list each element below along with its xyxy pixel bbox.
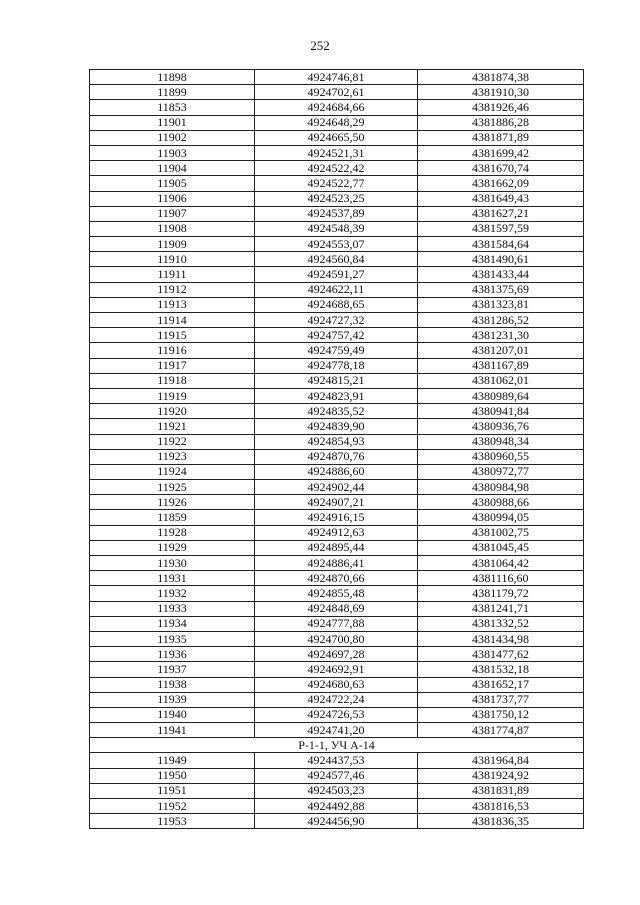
x-coordinate-cell: 4924886,60 xyxy=(255,464,418,479)
table-row xyxy=(90,540,584,555)
x-coordinate-cell: 4924727,32 xyxy=(255,313,418,328)
point-number-cell: 11935 xyxy=(90,631,255,646)
x-coordinate-cell: 4924522,77 xyxy=(255,176,418,191)
table-row xyxy=(90,692,584,707)
x-coordinate-cell: 4924722,24 xyxy=(255,692,418,707)
table-row xyxy=(90,525,584,540)
y-coordinate-cell: 4381652,17 xyxy=(418,677,584,692)
point-number-cell: 11939 xyxy=(90,692,255,707)
point-number-cell: 11918 xyxy=(90,373,255,388)
point-number-cell: 11909 xyxy=(90,237,255,252)
point-number-cell: 11920 xyxy=(90,404,255,419)
table-row xyxy=(90,343,584,358)
coordinates-table-body xyxy=(90,70,584,829)
table-row xyxy=(90,783,584,798)
table-row xyxy=(90,768,584,783)
point-number-cell: 11950 xyxy=(90,768,255,783)
x-coordinate-cell: 4924870,76 xyxy=(255,449,418,464)
point-number-cell: 11929 xyxy=(90,540,255,555)
y-coordinate-cell: 4380936,76 xyxy=(418,419,584,434)
point-number-cell: 11912 xyxy=(90,282,255,297)
table-row xyxy=(90,358,584,373)
point-number-cell: 11940 xyxy=(90,707,255,722)
table-row xyxy=(90,85,584,100)
point-number-cell: 11898 xyxy=(90,70,255,85)
point-number-cell: 11908 xyxy=(90,221,255,236)
y-coordinate-cell: 4381584,64 xyxy=(418,237,584,252)
table-row xyxy=(90,282,584,297)
y-coordinate-cell: 4381670,74 xyxy=(418,161,584,176)
x-coordinate-cell: 4924839,90 xyxy=(255,419,418,434)
x-coordinate-cell: 4924855,48 xyxy=(255,586,418,601)
y-coordinate-cell: 4381433,44 xyxy=(418,267,584,282)
point-number-cell: 11930 xyxy=(90,556,255,571)
y-coordinate-cell: 4381231,30 xyxy=(418,328,584,343)
y-coordinate-cell: 4381286,52 xyxy=(418,313,584,328)
x-coordinate-cell: 4924622,11 xyxy=(255,282,418,297)
table-row xyxy=(90,161,584,176)
y-coordinate-cell: 4380941,84 xyxy=(418,404,584,419)
table-row xyxy=(90,237,584,252)
table-row xyxy=(90,176,584,191)
table-row xyxy=(90,313,584,328)
point-number-cell: 11904 xyxy=(90,161,255,176)
y-coordinate-cell: 4381179,72 xyxy=(418,586,584,601)
table-row xyxy=(90,130,584,145)
table-row xyxy=(90,495,584,510)
point-number-cell: 11899 xyxy=(90,85,255,100)
x-coordinate-cell: 4924560,84 xyxy=(255,252,418,267)
table-row xyxy=(90,221,584,236)
x-coordinate-cell: 4924537,89 xyxy=(255,206,418,221)
x-coordinate-cell: 4924553,07 xyxy=(255,237,418,252)
point-number-cell: 11911 xyxy=(90,267,255,282)
table-row xyxy=(90,267,584,282)
x-coordinate-cell: 4924902,44 xyxy=(255,480,418,495)
point-number-cell: 11926 xyxy=(90,495,255,510)
y-coordinate-cell: 4381964,84 xyxy=(418,753,584,768)
x-coordinate-cell: 4924835,52 xyxy=(255,404,418,419)
point-number-cell: 11921 xyxy=(90,419,255,434)
y-coordinate-cell: 4381649,43 xyxy=(418,191,584,206)
x-coordinate-cell: 4924523,25 xyxy=(255,191,418,206)
table-row xyxy=(90,145,584,160)
y-coordinate-cell: 4381910,30 xyxy=(418,85,584,100)
y-coordinate-cell: 4381926,46 xyxy=(418,100,584,115)
point-number-cell: 11913 xyxy=(90,297,255,312)
table-row xyxy=(90,206,584,221)
point-number-cell: 11933 xyxy=(90,601,255,616)
point-number-cell: 11907 xyxy=(90,206,255,221)
table-row xyxy=(90,419,584,434)
point-number-cell: 11919 xyxy=(90,388,255,403)
table-row xyxy=(90,480,584,495)
y-coordinate-cell: 4381532,18 xyxy=(418,662,584,677)
x-coordinate-cell: 4924886,41 xyxy=(255,556,418,571)
point-number-cell: 11941 xyxy=(90,723,255,738)
y-coordinate-cell: 4381924,92 xyxy=(418,768,584,783)
table-row xyxy=(90,631,584,646)
point-number-cell: 11901 xyxy=(90,115,255,130)
x-coordinate-cell: 4924503,23 xyxy=(255,783,418,798)
x-coordinate-cell: 4924702,61 xyxy=(255,85,418,100)
y-coordinate-cell: 4381816,53 xyxy=(418,799,584,814)
table-row xyxy=(90,753,584,768)
x-coordinate-cell: 4924778,18 xyxy=(255,358,418,373)
table-row xyxy=(90,434,584,449)
point-number-cell: 11928 xyxy=(90,525,255,540)
point-number-cell: 11938 xyxy=(90,677,255,692)
y-coordinate-cell: 4381332,52 xyxy=(418,616,584,631)
point-number-cell: 11902 xyxy=(90,130,255,145)
coordinates-table xyxy=(89,69,584,829)
x-coordinate-cell: 4924757,42 xyxy=(255,328,418,343)
point-number-cell: 11859 xyxy=(90,510,255,525)
point-number-cell: 11924 xyxy=(90,464,255,479)
x-coordinate-cell: 4924692,91 xyxy=(255,662,418,677)
point-number-cell: 11953 xyxy=(90,814,255,829)
table-row xyxy=(90,100,584,115)
table-row xyxy=(90,510,584,525)
y-coordinate-cell: 4381002,75 xyxy=(418,525,584,540)
x-coordinate-cell: 4924648,29 xyxy=(255,115,418,130)
y-coordinate-cell: 4381662,09 xyxy=(418,176,584,191)
table-row xyxy=(90,556,584,571)
x-coordinate-cell: 4924688,65 xyxy=(255,297,418,312)
x-coordinate-cell: 4924870,66 xyxy=(255,571,418,586)
table-row xyxy=(90,601,584,616)
table-row xyxy=(90,677,584,692)
x-coordinate-cell: 4924815,21 xyxy=(255,373,418,388)
y-coordinate-cell: 4381241,71 xyxy=(418,601,584,616)
x-coordinate-cell: 4924697,28 xyxy=(255,647,418,662)
table-row xyxy=(90,616,584,631)
x-coordinate-cell: 4924823,91 xyxy=(255,388,418,403)
x-coordinate-cell: 4924684,66 xyxy=(255,100,418,115)
section-title: Р-1-1, УЧ А-14 xyxy=(90,738,584,753)
point-number-cell: 11914 xyxy=(90,313,255,328)
y-coordinate-cell: 4381699,42 xyxy=(418,145,584,160)
y-coordinate-cell: 4381477,62 xyxy=(418,647,584,662)
table-row xyxy=(90,252,584,267)
table-row xyxy=(90,586,584,601)
y-coordinate-cell: 4380984,98 xyxy=(418,480,584,495)
y-coordinate-cell: 4381045,45 xyxy=(418,540,584,555)
x-coordinate-cell: 4924492,88 xyxy=(255,799,418,814)
section-row xyxy=(90,738,584,753)
y-coordinate-cell: 4381064,42 xyxy=(418,556,584,571)
point-number-cell: 11906 xyxy=(90,191,255,206)
y-coordinate-cell: 4381434,98 xyxy=(418,631,584,646)
x-coordinate-cell: 4924726,53 xyxy=(255,707,418,722)
point-number-cell: 11915 xyxy=(90,328,255,343)
x-coordinate-cell: 4924854,93 xyxy=(255,434,418,449)
point-number-cell: 11903 xyxy=(90,145,255,160)
point-number-cell: 11916 xyxy=(90,343,255,358)
table-row xyxy=(90,297,584,312)
y-coordinate-cell: 4381750,12 xyxy=(418,707,584,722)
x-coordinate-cell: 4924591,27 xyxy=(255,267,418,282)
table-row xyxy=(90,328,584,343)
x-coordinate-cell: 4924437,53 xyxy=(255,753,418,768)
y-coordinate-cell: 4381597,59 xyxy=(418,221,584,236)
x-coordinate-cell: 4924741,20 xyxy=(255,723,418,738)
y-coordinate-cell: 4380960,55 xyxy=(418,449,584,464)
point-number-cell: 11923 xyxy=(90,449,255,464)
x-coordinate-cell: 4924521,31 xyxy=(255,145,418,160)
y-coordinate-cell: 4381627,21 xyxy=(418,206,584,221)
y-coordinate-cell: 4381207,01 xyxy=(418,343,584,358)
table-row xyxy=(90,404,584,419)
x-coordinate-cell: 4924456,90 xyxy=(255,814,418,829)
table-row xyxy=(90,388,584,403)
x-coordinate-cell: 4924916,15 xyxy=(255,510,418,525)
x-coordinate-cell: 4924665,50 xyxy=(255,130,418,145)
y-coordinate-cell: 4381737,77 xyxy=(418,692,584,707)
x-coordinate-cell: 4924759,49 xyxy=(255,343,418,358)
point-number-cell: 11853 xyxy=(90,100,255,115)
x-coordinate-cell: 4924700,80 xyxy=(255,631,418,646)
point-number-cell: 11949 xyxy=(90,753,255,768)
table-row xyxy=(90,70,584,85)
point-number-cell: 11922 xyxy=(90,434,255,449)
x-coordinate-cell: 4924522,42 xyxy=(255,161,418,176)
y-coordinate-cell: 4380994,05 xyxy=(418,510,584,525)
y-coordinate-cell: 4380972,77 xyxy=(418,464,584,479)
point-number-cell: 11934 xyxy=(90,616,255,631)
x-coordinate-cell: 4924746,81 xyxy=(255,70,418,85)
page-number: 252 xyxy=(310,38,330,53)
table-row xyxy=(90,799,584,814)
table-row xyxy=(90,723,584,738)
x-coordinate-cell: 4924848,69 xyxy=(255,601,418,616)
y-coordinate-cell: 4380988,66 xyxy=(418,495,584,510)
y-coordinate-cell: 4381323,81 xyxy=(418,297,584,312)
y-coordinate-cell: 4381062,01 xyxy=(418,373,584,388)
table-row xyxy=(90,115,584,130)
table-row xyxy=(90,707,584,722)
point-number-cell: 11936 xyxy=(90,647,255,662)
point-number-cell: 11937 xyxy=(90,662,255,677)
point-number-cell: 11951 xyxy=(90,783,255,798)
point-number-cell: 11932 xyxy=(90,586,255,601)
y-coordinate-cell: 4381831,89 xyxy=(418,783,584,798)
y-coordinate-cell: 4381836,35 xyxy=(418,814,584,829)
point-number-cell: 11931 xyxy=(90,571,255,586)
table-row xyxy=(90,647,584,662)
table-row xyxy=(90,191,584,206)
x-coordinate-cell: 4924577,46 xyxy=(255,768,418,783)
point-number-cell: 11910 xyxy=(90,252,255,267)
y-coordinate-cell: 4381116,60 xyxy=(418,571,584,586)
table-row xyxy=(90,662,584,677)
point-number-cell: 11952 xyxy=(90,799,255,814)
x-coordinate-cell: 4924680,63 xyxy=(255,677,418,692)
x-coordinate-cell: 4924895,44 xyxy=(255,540,418,555)
y-coordinate-cell: 4381886,28 xyxy=(418,115,584,130)
y-coordinate-cell: 4381375,69 xyxy=(418,282,584,297)
table-row xyxy=(90,571,584,586)
point-number-cell: 11905 xyxy=(90,176,255,191)
x-coordinate-cell: 4924548,39 xyxy=(255,221,418,236)
table-row xyxy=(90,373,584,388)
point-number-cell: 11917 xyxy=(90,358,255,373)
point-number-cell: 11925 xyxy=(90,480,255,495)
y-coordinate-cell: 4381874,38 xyxy=(418,70,584,85)
x-coordinate-cell: 4924912,63 xyxy=(255,525,418,540)
y-coordinate-cell: 4380948,34 xyxy=(418,434,584,449)
y-coordinate-cell: 4380989,64 xyxy=(418,388,584,403)
x-coordinate-cell: 4924907,21 xyxy=(255,495,418,510)
x-coordinate-cell: 4924777,88 xyxy=(255,616,418,631)
y-coordinate-cell: 4381774,87 xyxy=(418,723,584,738)
table-row xyxy=(90,814,584,829)
y-coordinate-cell: 4381871,89 xyxy=(418,130,584,145)
table-row xyxy=(90,464,584,479)
y-coordinate-cell: 4381490,61 xyxy=(418,252,584,267)
table-row xyxy=(90,449,584,464)
y-coordinate-cell: 4381167,89 xyxy=(418,358,584,373)
